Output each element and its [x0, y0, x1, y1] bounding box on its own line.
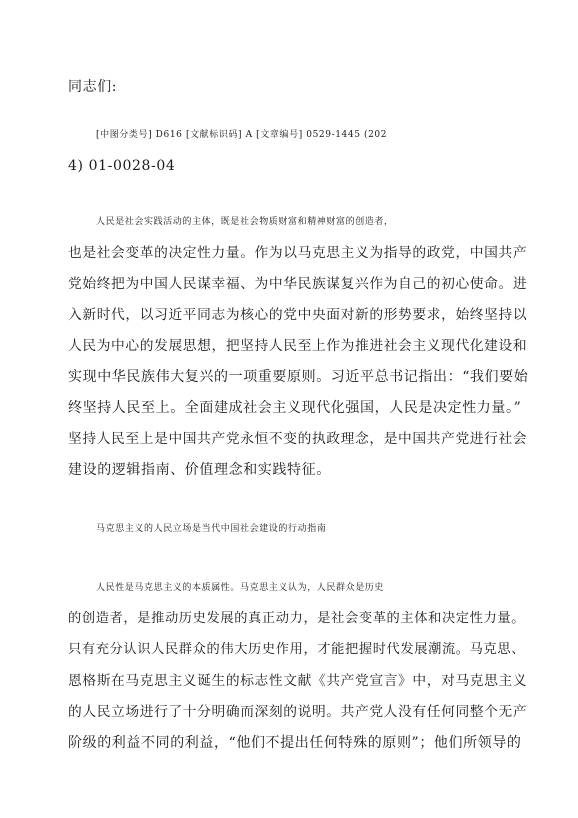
paragraph-1-line-8: 坚持人民至上是中国共产党永恒不变的执政理念，是中国共产党进行社会	[68, 431, 528, 447]
paragraph-2-line-3: 只有充分认识人民群众的伟大历史作用，才能把握时代发展潮流。马克思、	[68, 642, 526, 657]
paragraph-2-line-5: 的人民立场进行了十分明确而深刻的说明。共产党人没有任何同整个无产	[68, 704, 528, 720]
paragraph-2-line-6: 阶级的利益不同的利益，“他们不提出任何特殊的原则”；他们所领导的	[68, 735, 522, 751]
section-heading: 马克思主义的人民立场是当代中国社会建设的行动指南	[96, 524, 327, 534]
paragraph-2-line-1: 人民性是马克思主义的本质属性。马克思主义认为，人民群众是历史	[96, 583, 385, 593]
paragraph-1-line-6: 实现中华民族伟大复兴的一项重要原则。习近平总书记指出：“我们要始	[68, 369, 529, 385]
paragraph-1-line-5: 人民为中心的发展思想，把坚持人民至上作为推进社会主义现代化建设和	[68, 338, 528, 354]
paragraph-1-line-9: 建设的逻辑指南、价值理念和实践特征。	[68, 462, 331, 478]
paragraph-1-line-3: 党始终把为中国人民谋幸福、为中华民族谋复兴作为自己的初心使命。进	[68, 276, 528, 292]
paragraph-1-line-7: 终坚持人民至上。全面建成社会主义现代化强国，人民是决定性力量。”	[68, 400, 522, 416]
paragraph-2-line-4: 恩格斯在马克思主义诞生的标志性文献《共产党宣言》中，对马克思主义	[68, 673, 528, 689]
paragraph-1-line-2: 也是社会变革的决定性力量。作为以马克思主义为指导的政党，中国共产	[68, 245, 528, 261]
classification-line-2: 4) 01-0028-04	[68, 158, 176, 174]
salutation: 同志们:	[68, 79, 118, 95]
paragraph-1-line-4: 入新时代，以习近平同志为核心的党中央面对新的形势要求，始终坚持以	[68, 307, 528, 323]
paragraph-1-line-1: 人民是社会实践活动的主体，既是社会物质财富和精神财富的创造者，	[96, 217, 394, 227]
paragraph-2-line-2: 的创造者，是推动历史发展的真正动力，是社会变革的主体和决定性力量。	[68, 611, 526, 626]
classification-line-1: [中图分类号] D616 [文献标识码] A [文章编号] 0529-1445 (202	[96, 130, 388, 140]
